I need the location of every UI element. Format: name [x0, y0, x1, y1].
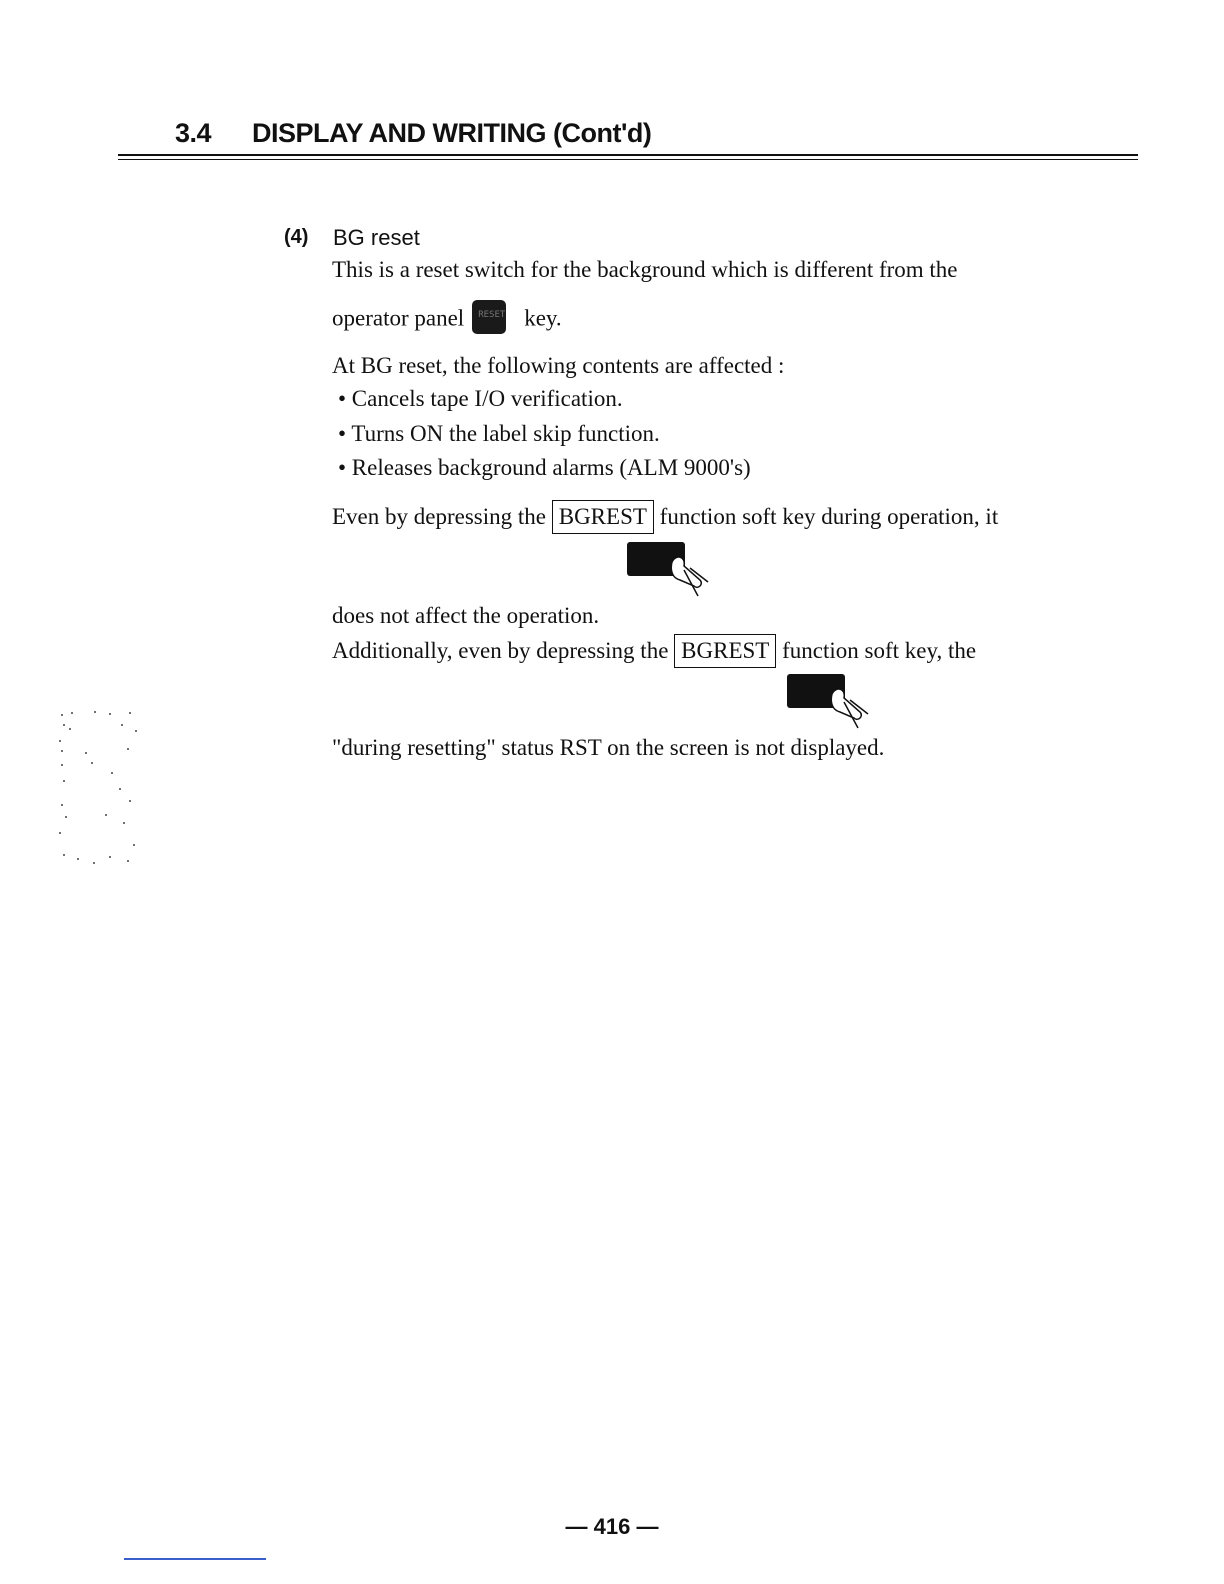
bullet-item: • Cancels tape I/O verification.: [338, 386, 623, 411]
bgrest-soft-key: BGREST: [674, 634, 776, 668]
paragraph-1: [332, 500, 998, 534]
paragraph-2-after: function soft key, the: [782, 638, 977, 663]
paragraph-2-before: Additionally, even by depressing the: [332, 638, 669, 663]
finger-press-icon: [624, 540, 714, 602]
finger-press-icon: [784, 672, 874, 734]
item-title: BG reset: [333, 225, 420, 250]
body-line-2-after: key.: [524, 305, 562, 331]
section-title: DISPLAY AND WRITING (Cont'd): [252, 118, 652, 148]
body-line-3: At BG reset, the following contents are affected :: [332, 353, 785, 378]
item-number: (4): [284, 226, 309, 248]
paragraph-2: [332, 634, 976, 668]
paragraph-1-end: does not affect the operation.: [332, 603, 600, 628]
paragraph-2-end: "during resetting" status RST on the screen is not displayed.: [332, 735, 885, 760]
section-number: 3.4: [175, 118, 212, 148]
body-line-2-before: operator panel: [332, 305, 465, 331]
footer-line: [124, 1558, 266, 1560]
page-number: — 416 —: [565, 1514, 659, 1539]
bullet-item: • Turns ON the label skip function.: [338, 421, 660, 446]
paragraph-1-before: Even by depressing the: [332, 504, 546, 529]
scan-noise: [50, 705, 150, 875]
reset-key-icon: RESET: [472, 300, 506, 334]
paragraph-1-after: function soft key during operation, it: [659, 504, 999, 529]
body-line-2: [332, 303, 562, 337]
bgrest-soft-key: BGREST: [552, 500, 654, 534]
header-rule-thin: [118, 159, 1138, 160]
bullet-item: • Releases background alarms (ALM 9000's): [338, 455, 751, 480]
body-line-1: This is a reset switch for the background which is different from the: [332, 257, 958, 282]
header-rule: [118, 154, 1138, 156]
section-heading: [175, 118, 651, 149]
